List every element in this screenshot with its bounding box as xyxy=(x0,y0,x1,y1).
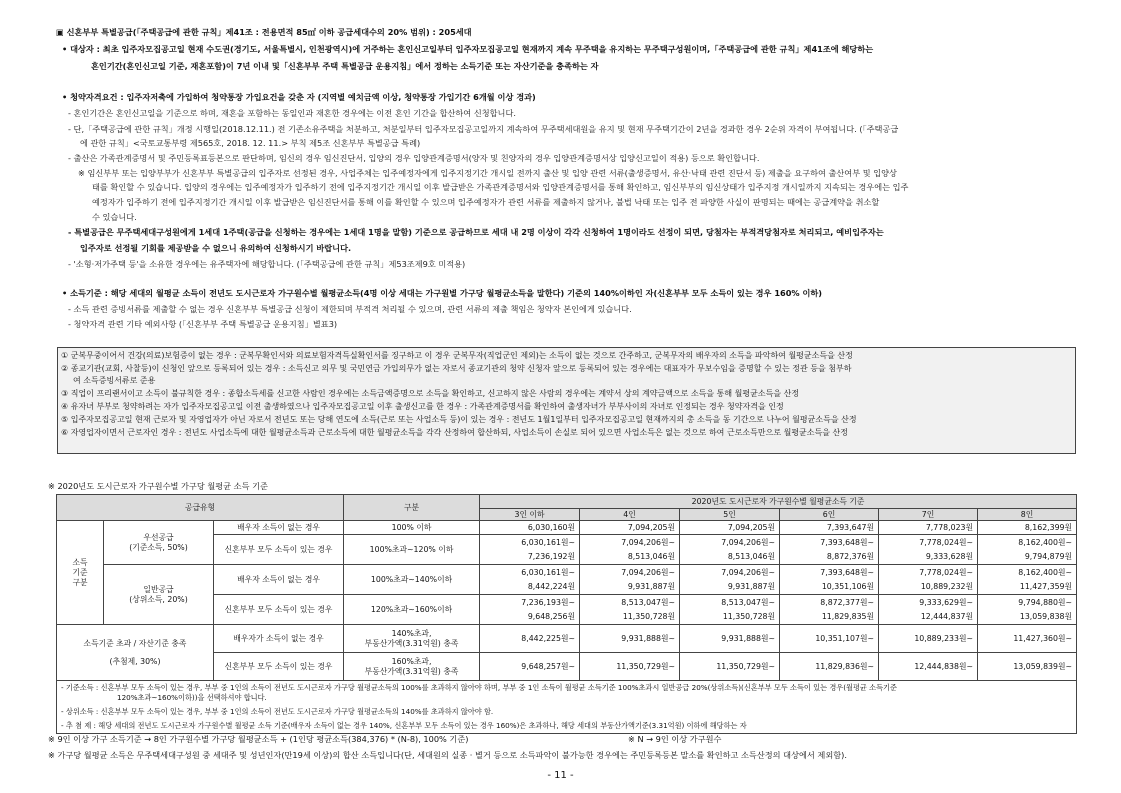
table-cell: 9,931,888원~ xyxy=(680,625,780,653)
qualification-title: • 청약자격요건 : 입주자저축에 가입하여 청약통장 가입요건을 갖춘 자 (지역별 예치금액 이상, 청약통장 가입기간 6개월 이상 경과) xyxy=(62,92,536,102)
table-cell: 8,162,400원~ 11,427,359원 xyxy=(978,565,1077,595)
table-cell: 7,094,206원~ 8,513,046원 xyxy=(680,535,780,565)
table-cell: 11,427,360원~ xyxy=(978,625,1077,653)
qual-line: - 특별공급은 무주택세대구성원에게 1세대 1주택(공급을 신청하는 경우에는 1세대 1명을 말함) 기준으로 공급하므로 세대 내 2명 이상이 각각 신청하여 1명이라도 선정이 되면, 당첨자는 부적격당첨자로 처리되고, 예비입주자는 xyxy=(68,227,884,237)
header-size: 8인 xyxy=(978,509,1077,521)
qual-line: - 출산은 가족관계증명서 및 주민등록표등본으로 판단하며, 임신의 경우 임신진단서, 입양의 경우 입양관계증명서(양자 및 친양자의 경우 입양관계증명서상 입양신고일이 적용) 등으로 확인합니다. xyxy=(68,153,760,163)
qual-line: 에 관한 규칙」<국토교통부령 제565호, 2018. 12. 11.> 부칙 제5조 신혼부부 특별공급 특례) xyxy=(80,138,421,148)
note-item: ② 종교기관(교회, 사찰등)이 신청인 앞으로 등록되어 있는 경우 : 소득신고 의무 및 국민연금 가입의무가 없는 자로서 종교기관의 청약 신청자 앞으로 등록되어 있는 경우에는 대표자가 무보수임을 증명할 수 있는 정관 등을 첨부하 xyxy=(61,364,852,373)
table-cell: 9,333,629원~ 12,444,837원 xyxy=(879,595,978,625)
target-line-2: 혼인기간(혼인신고일 기준, 재혼포함)이 7년 이내 및「신혼부부 주택 특별공급 운용지침」에서 정하는 소득기준 또는 자산기준을 충족하는 자 xyxy=(91,61,599,71)
table-cell: 6,030,161원~ 8,442,224원 xyxy=(480,565,580,595)
general-supply-label: 일반공급 (상위소득, 20%) xyxy=(104,565,214,625)
single-income-label: 배우자가 소득이 없는 경우 xyxy=(214,625,344,653)
bottom-note: ※ 9인 이상 가구 소득기준 → 8인 가구원수별 가구당 월평균소득 + (1인당 평균소득(384,376) * (N-8), 100% 기준) xyxy=(48,734,469,744)
qual-line: - '소형·저가주택 등'을 소유한 경우에는 유주택자에 해당합니다. (「주택공급에 관한 규칙」제53조제9호 미적용) xyxy=(68,259,466,269)
division-cell: 140%초과, 부동산가액(3.31억원) 충족 xyxy=(344,625,480,653)
table-cell: 7,393,648원~ 10,351,106원 xyxy=(780,565,879,595)
table-cell: 9,648,257원~ xyxy=(480,653,580,681)
table-caption: ※ 2020년도 도시근로자 가구원수별 가구당 월평균 소득 기준 xyxy=(48,481,268,491)
side-label: 소득 기준 구분 xyxy=(57,521,104,625)
header-supply-type: 공급유형 xyxy=(57,495,344,521)
header-size: 5인 xyxy=(680,509,780,521)
income-title: • 소득기준 : 해당 세대의 월평균 소득이 전년도 도시근로자 가구원수별 월평균소득(4명 이상 세대는 가구원별 가구당 월평균소득을 말한다) 기준의 140%이하인 자(신혼부부 모두 소득이 있는 경우 160% 이하) xyxy=(62,288,823,298)
division-cell: 100% 이하 xyxy=(344,521,480,535)
division-cell: 120%초과~160%이하 xyxy=(344,595,480,625)
table-cell: 9,794,880원~ 13,059,838원 xyxy=(978,595,1077,625)
header-group: 2020년도 도시근로자 가구원수별 월평균소득 기준 xyxy=(480,495,1077,509)
table-cell: 7,393,648원~ 8,872,376원 xyxy=(780,535,879,565)
note-item: ④ 유자녀 부부로 청약하려는 자가 입주자모집공고일 이전 출생하였으나 입주자모집공고일 이후 출생신고를 한 경우 : 가족관계증명서를 확인하여 출생자녀가 부부사이의 자녀로 인정되는 경우 청약자격을 인정 xyxy=(61,402,784,411)
single-income-label: 배우자 소득이 없는 경우 xyxy=(214,565,344,595)
bottom-note: ※ N → 9인 이상 가구원수 xyxy=(628,734,722,744)
note-item: ③ 직업이 프리랜서이고 소득이 불규칙한 경우 : 종합소득세를 신고한 사람인 경우에는 소득금액증명으로 소득을 확인하고, 신고하지 않은 사람의 경우에는 계약서 상의 계약금액으로 소득을 통해 월평균소득을 산정 xyxy=(61,389,800,398)
section-heading: ▣ 신혼부부 특별공급(「주택공급에 관한 규칙」제41조 : 전용면적 85㎡ 이하 공급세대수의 20% 범위) : 205세대 xyxy=(56,27,472,37)
qual-line: - 단,「주택공급에 관한 규칙」개정 시행일(2018.12.11.) 전 기존소유주택을 처분하고, 처분일부터 입주자모집공고일까지 계속하여 무주택세대원을 유지 및 현재 무주택기간이 2년을 경과한 경우 2순위 자격이 부여됩니다. (「주택공급 xyxy=(68,124,899,134)
table-cell: 8,872,377원~ 11,829,835원 xyxy=(780,595,879,625)
table-cell: 13,059,839원~ xyxy=(978,653,1077,681)
table-cell: 11,829,836원~ xyxy=(780,653,879,681)
dual-income-label: 신혼부부 모두 소득이 있는 경우 xyxy=(214,653,344,681)
income-line: - 청약자격 관련 기타 예외사항 (「신혼부부 주택 특별공급 운용지침」별표3) xyxy=(68,319,338,329)
dual-income-label: 신혼부부 모두 소득이 있는 경우 xyxy=(214,595,344,625)
qual-line: 입주자로 선정될 기회를 제공받을 수 없으니 유의하여 신청하시기 바랍니다. xyxy=(80,243,352,253)
table-cell: 6,030,160원 xyxy=(480,521,580,535)
table-cell: 7,094,206원~ 9,931,887원 xyxy=(680,565,780,595)
table-cell: 7,094,206원~ 8,513,046원 xyxy=(580,535,680,565)
note-item: ⑥ 자영업자이면서 근로자인 경우 : 전년도 사업소득에 대한 월평균소득과 근로소득에 대한 월평균소득을 각각 산정하여 합산하되, 사업소득이 손실로 되어 있으면 사업소득은 없는 것으로 하여 근로소득만으로 월평균소득을 산정 xyxy=(61,428,848,437)
note-item: ① 군복무중이어서 건강(의료)보험증이 없는 경우 : 군복무확인서와 의료보험자격득실확인서를 징구하고 이 경우 군복무자(직업군인 제외)는 소득이 없는 것으로 간주하고, 군복무자의 배우자의 소득을 파악하여 월평균소득을 산정 xyxy=(61,351,853,360)
table-cell: 7,393,647원 xyxy=(780,521,879,535)
note-item: ⑤ 입주자모집공고일 현재 근로자 및 자영업자가 아닌 자로서 전년도 또는 당해 연도에 소득(근로 또는 사업소득 등)이 있는 경우 : 전년도 1월1일부터 입주자모집공고일 현재까지의 총 소득을 동 기간으로 나누어 월평균소득을 산정 xyxy=(61,415,857,424)
target-line-1: • 대상자 : 최초 입주자모집공고일 현재 수도권(경기도, 서울특별시, 인천광역시)에 거주하는 혼인신고일부터 입주자모집공고일 현재까지 계속 무주택을 유지하는 무주택구성원이며,「주택공급에 관한 규칙」제41조에 해당하는 xyxy=(62,44,874,54)
table-cell: 7,094,205원 xyxy=(580,521,680,535)
table-cell: 7,094,205원 xyxy=(680,521,780,535)
division-cell: 100%초과~140%이하 xyxy=(344,565,480,595)
single-income-label: 배우자 소득이 없는 경우 xyxy=(214,521,344,535)
table-cell: 7,778,024원~ 9,333,628원 xyxy=(879,535,978,565)
note-item: 여 소득증빙서류로 준용 xyxy=(73,376,156,385)
table-footnotes: - 기준소득 : 신혼부부 모두 소득이 있는 경우, 부부 중 1인의 소득이 전년도 도시근로자 가구당 월평균소득의 100%를 초과하지 않아야 하며, 부부 중 1인 소득이 월평균 소득기준 100%초과시 일반공급 20%(상위소득)(신혼부부 모두 소득이 있는 경우(월평균 소득기준 120%초과~160%이하))을 선택하셔야 합니다. - 상위소득 : 신혼부부 모두 소득이 있는 경우, 부부 중 1인의 소득이 전년도 도시근로자 가구당 월평균소득의 140%를 초과하지 않아야 함. - 추 첨 제 : 해당 세대의 전년도 도시근로자 가구원수별 월평균 소득 기준(배우자 소득이 없는 경우 140%, 신혼부부 모두 소득이 있는 경우 160%)은 초과하나, 해당 세대의 부동산가액기준(3.31억원) 이하에 해당하는 자 xyxy=(57,681,1077,734)
table-cell: 7,778,023원 xyxy=(879,521,978,535)
qual-line: 수 있습니다. xyxy=(92,212,137,222)
header-division: 구분 xyxy=(344,495,480,521)
table-cell: 12,444,838원~ xyxy=(879,653,978,681)
income-line: - 소득 관련 증빙서류를 제출할 수 없는 경우 신혼부부 특별공급 신청이 제한되며 부적격 처리될 수 있으며, 관련 서류의 제출 책임은 청약자 본인에게 있습니다. xyxy=(68,304,632,314)
page-number: - 11 - xyxy=(547,770,574,781)
table-cell: 7,778,024원~ 10,889,232원 xyxy=(879,565,978,595)
table-cell: 7,236,193원~ 9,648,256원 xyxy=(480,595,580,625)
table-cell: 11,350,729원~ xyxy=(680,653,780,681)
table-cell: 8,162,399원 xyxy=(978,521,1077,535)
qual-line: ※ 임신부부 또는 입양부부가 신혼부부 특별공급의 입주자로 선정된 경우, 사업주체는 입주예정자에게 입주지정기간 개시일 전까지 출산 및 입양 관련 서류(출생증명서, 유산·낙태 관련 진단서 등) 제출을 요구하여 출산여부 및 입양상 xyxy=(78,168,897,178)
priority-supply-label: 우선공급 (기준소득, 50%) xyxy=(104,521,214,565)
division-cell: 100%초과~120% 이하 xyxy=(344,535,480,565)
table-cell: 11,350,729원~ xyxy=(580,653,680,681)
table-cell: 9,931,888원~ xyxy=(580,625,680,653)
dual-income-label: 신혼부부 모두 소득이 있는 경우 xyxy=(214,535,344,565)
bottom-note: ※ 가구당 월평균 소득은 무주택세대구성원 중 세대주 및 성년인자(만19세 이상)의 합산 소득입니다(단, 세대원의 실종 · 별거 등으로 소득파악이 불가능한 경우에는 주민등록등본 말소를 확인하고 소득산정의 대상에서 제외함). xyxy=(48,750,847,760)
header-size: 7인 xyxy=(879,509,978,521)
table-cell: 6,030,161원~ 7,236,192원 xyxy=(480,535,580,565)
header-size: 6인 xyxy=(780,509,879,521)
qual-line: 태를 확인할 수 있습니다. 입양의 경우에는 입주예정자가 입주하기 전에 입주지정기간 개시일 이후 발급받은 가족관계증명서와 입양관계증명서를 통해 확인하고, 임신부부의 임신상태가 입주지정 개시일까지 지속되는 경우에는 입주 xyxy=(92,182,909,192)
table-cell: 8,513,047원~ 11,350,728원 xyxy=(680,595,780,625)
qual-line: - 혼인기간은 혼인신고일을 기준으로 하며, 재혼을 포함하는 동일인과 재혼한 경우에는 이전 혼인 기간을 합산하여 신청합니다. xyxy=(68,108,516,118)
table-cell: 7,094,206원~ 9,931,887원 xyxy=(580,565,680,595)
qual-line: 예정자가 입주하기 전에 입주지정기간 개시일 이후 발급받은 임신진단서를 통해 이를 확인할 수 있으며 입주예정자가 관련 서류를 제출하지 않거나, 불법 낙태 또는 입주 전 파양한 사실이 판명되는 때에는 공급계약을 취소할 xyxy=(92,197,880,207)
header-size: 3인 이하 xyxy=(480,509,580,521)
table-cell: 10,351,107원~ xyxy=(780,625,879,653)
table-cell: 8,513,047원~ 11,350,728원 xyxy=(580,595,680,625)
division-cell: 160%초과, 부동산가액(3.31억원) 충족 xyxy=(344,653,480,681)
table-cell: 8,442,225원~ xyxy=(480,625,580,653)
table-cell: 10,889,233원~ xyxy=(879,625,978,653)
lottery-supply-label: 소득기준 초과 / 자산기준 충족 (추첨제, 30%) xyxy=(57,625,214,681)
income-table xyxy=(56,494,1077,734)
table-cell: 8,162,400원~ 9,794,879원 xyxy=(978,535,1077,565)
header-size: 4인 xyxy=(580,509,680,521)
